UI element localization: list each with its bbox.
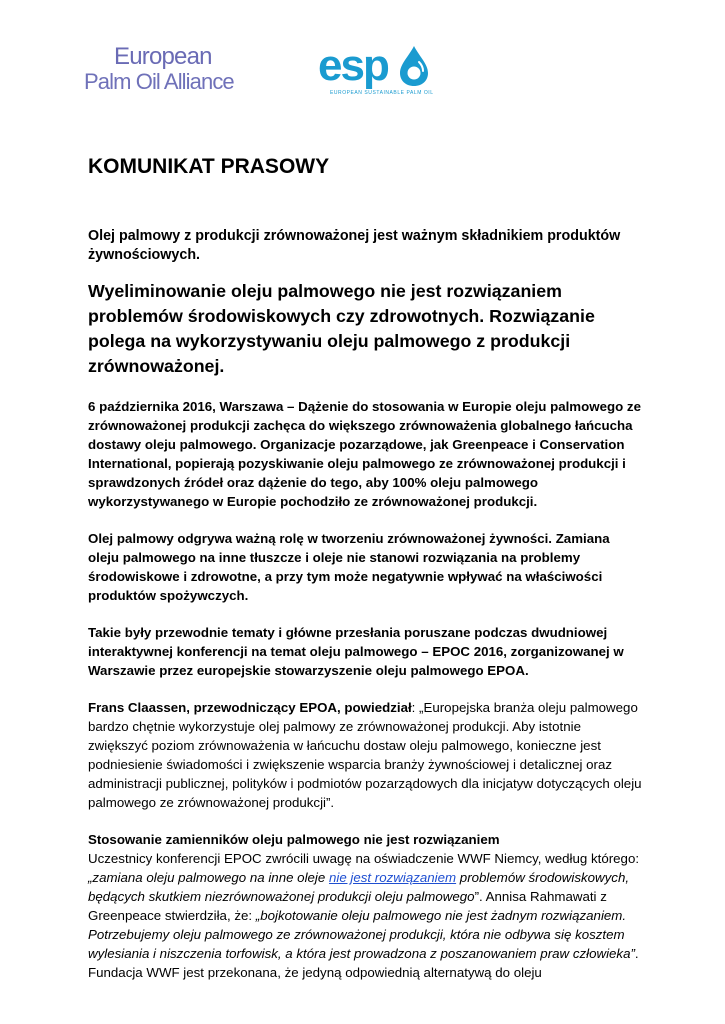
espo-wordmark-icon bbox=[318, 40, 438, 90]
paragraph-intro: 6 października 2016, Warszawa – Dążenie do stosowania w Europie oleju palmowego ze zrównoważonej produkcji zachęca do większego zrównoważenia globalnego łańcucha dostawy oleju palmowego. Organizacje pozarządowe, jak Greenpeace i Conservation International, popierają pozyskiwanie oleju palmowego ze zrównoważonej produkcji i sprawdzonych źródeł oraz dążenie do tego, aby 100% oleju palmowego wykorzystywanego w Europie pochodziło ze zrównoważonej produkcji. bbox=[88, 399, 641, 509]
wwf-statement-link[interactable]: nie jest rozwiązaniem bbox=[328, 870, 457, 885]
wwf-quote-end: problemów środowiskowych, będących skutkiem niezrównoważonej produkcji oleju palmowego bbox=[88, 870, 630, 904]
espo-tagline: EUROPEAN SUSTAINABLE PALM OIL bbox=[330, 90, 434, 96]
paragraph-text: Uczestnicy konferencji EPOC zwrócili uwagę na oświadczenie WWF Niemcy, według którego: bbox=[88, 851, 640, 866]
paragraph-quote-claassen bbox=[88, 698, 644, 812]
epoa-logo-line2: Palm Oil Alliance bbox=[84, 69, 234, 94]
greenpeace-quote: „bojkotowanie oleju palmowego nie jest żadnym rozwiązaniem. Potrzebujemy oleju palmowego ze zrównoważonej produkcji, która nie odbywa się kosztem wylesiania i niszczenia torfowisk, a która jest prowadzona z poszanowaniem praw człowieka” bbox=[88, 908, 635, 961]
paragraph-text-3: . Fundacja WWF jest przekonana, że jedyną odpowiednią alternatywą do oleju bbox=[88, 946, 639, 980]
paragraph-conference: Takie były przewodnie tematy i główne przesłania poruszane podczas dwudniowej interaktywnej konferencji na temat oleju palmowego – EPOC 2016, zorganizowanej w Warszawie przez europejskie stowarzyszenie oleju palmowego EPOA. bbox=[88, 625, 624, 678]
wwf-quote-start: „zamiana oleju palmowego na inne oleje bbox=[88, 870, 329, 885]
quote-text: : „Europejska branża oleju palmowego bardzo chętnie wykorzystuje olej palmowy ze zrównoważonej produkcji. Aby istotnie zwiększyć poziom zrównoważenia w łańcuchu dostaw oleju palmowego, konieczne jest podniesienie świadomości i zwiększenie wsparcia branży żywnościowej i detalicznej oraz administracji publicznej, polityków i podmiotów pozarządowych dla inicjatyw dotyczących oleju palmowego ze zrównoważonej produkcji”. bbox=[88, 700, 642, 810]
section-heading: Stosowanie zamienników oleju palmowego nie jest rozwiązaniem bbox=[88, 832, 500, 847]
speaker-name: Frans Claassen, przewodniczący EPOA, powiedział bbox=[88, 700, 412, 715]
lead-paragraph: Olej palmowy z produkcji zrównoważonej jest ważnym składnikiem produktów żywnościowych. bbox=[88, 228, 621, 263]
page-title: KOMUNIKAT PRASOWY bbox=[88, 155, 330, 178]
svg-text:esp: esp bbox=[318, 41, 388, 90]
espo-logo bbox=[318, 40, 438, 102]
paragraph-text-2: ”. Annisa Rahmawati z Greenpeace stwierdziła, że: bbox=[88, 889, 607, 923]
paragraph-role: Olej palmowy odgrywa ważną rolę w tworzeniu zrównoważonej żywności. Zamiana oleju palmowego na inne tłuszcze i oleje nie stanowi rozwiązania na problemy środowiskowe i zdrowotne, a przy tym może negatywnie wpływać na właściwości produktów spożywczych. bbox=[88, 531, 610, 603]
european-palm-oil-alliance-logo bbox=[84, 45, 244, 93]
document-body bbox=[88, 152, 644, 982]
headline: Wyeliminowanie oleju palmowego nie jest rozwiązaniem problemów środowiskowych czy zdrowotnych. Rozwiązanie polega na wykorzystywaniu oleju palmowego z produkcji zrównoważonej. bbox=[88, 281, 595, 376]
section-substitutes bbox=[88, 830, 644, 982]
epoa-logo-line1: European bbox=[114, 43, 212, 70]
